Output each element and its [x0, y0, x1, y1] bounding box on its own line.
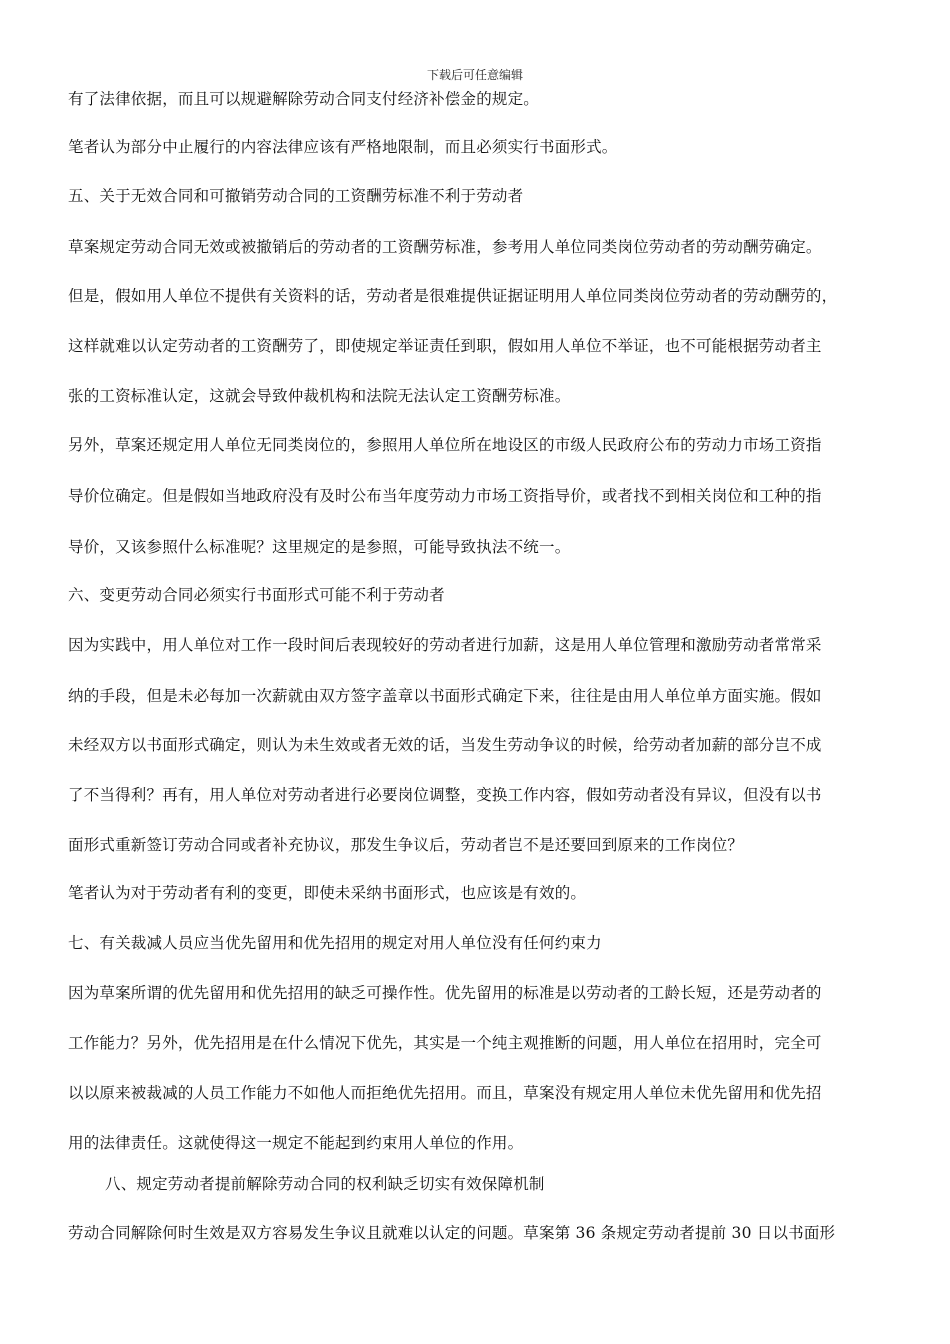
text-line: 有了法律依据，而且可以规避解除劳动合同支付经济补偿金的规定。 — [68, 90, 540, 108]
text-line: 以以原来被裁减的人员工作能力不如他人而拒绝优先招用。而且，草案没有规定用人单位未优先留用和优先招 — [68, 1084, 822, 1102]
text-line: 因为实践中，用人单位对工作一段时间后表现较好的劳动者进行加薪，这是用人单位管理和激励劳动者常常采 — [68, 636, 822, 654]
text-line: 因为草案所谓的优先留用和优先招用的缺乏可操作性。优先留用的标准是以劳动者的工龄长短，还是劳动者的 — [68, 984, 822, 1002]
text-line: 但是，假如用人单位不提供有关资料的话，劳动者是很难提供证据证明用人单位同类岗位劳动者的劳动酬劳的， — [68, 287, 838, 305]
section-heading: 五、关于无效合同和可撤销劳动合同的工资酬劳标准不利于劳动者 — [68, 187, 524, 205]
section-heading: 八、规定劳动者提前解除劳动合同的权利缺乏切实有效保障机制 — [105, 1175, 545, 1193]
page-header: 下载后可任意编辑 — [426, 68, 523, 82]
text-line: 笔者认为对于劳动者有利的变更，即使未采纳书面形式，也应该是有效的。 — [68, 884, 587, 902]
section-heading: 七、有关裁减人员应当优先留用和优先招用的规定对用人单位没有任何约束力 — [68, 934, 602, 952]
text-line: 未经双方以书面形式确定，则认为未生效或者无效的话，当发生劳动争议的时候，给劳动者加薪的部分岂不成 — [68, 736, 822, 754]
text-line: 用的法律责任。这就使得这一规定不能起到约束用人单位的作用。 — [68, 1134, 524, 1152]
section-heading: 六、变更劳动合同必须实行书面形式可能不利于劳动者 — [68, 586, 445, 604]
text-line: 导价位确定。但是假如当地政府没有及时公布当年度劳动力市场工资指导价，或者找不到相关岗位和工种的指 — [68, 487, 822, 505]
text-line: 另外，草案还规定用人单位无同类岗位的，参照用人单位所在地设区的市级人民政府公布的劳动力市场工资指 — [68, 436, 822, 454]
text-line: 导价，又该参照什么标准呢？这里规定的是参照，可能导致执法不统一。 — [68, 538, 571, 556]
text-line: 草案规定劳动合同无效或被撤销后的劳动者的工资酬劳标准，参考用人单位同类岗位劳动者的劳动酬劳确定。 — [68, 238, 822, 256]
text-line: 了不当得利？再有，用人单位对劳动者进行必要岗位调整，变换工作内容，假如劳动者没有异议，但没有以书 — [68, 786, 822, 804]
text-line: 笔者认为部分中止履行的内容法律应该有严格地限制，而且必须实行书面形式。 — [68, 138, 618, 156]
text-line: 工作能力？另外，优先招用是在什么情况下优先，其实是一个纯主观推断的问题，用人单位在招用时，完全可 — [68, 1034, 822, 1052]
text-line: 张的工资标准认定，这就会导致仲裁机构和法院无法认定工资酬劳标准。 — [68, 387, 571, 405]
text-line: 纳的手段，但是未必每加一次薪就由双方签字盖章以书面形式确定下来，往往是由用人单位单方面实施。假如 — [68, 687, 822, 705]
text-line: 这样就难以认定劳动者的工资酬劳了，即使规定举证责任到职，假如用人单位不举证，也不可能根据劳动者主 — [68, 337, 822, 355]
text-line: 面形式重新签订劳动合同或者补充协议，那发生争议后，劳动者岂不是还要回到原来的工作岗位？ — [68, 836, 744, 854]
text-line: 劳动合同解除何时生效是双方容易发生争议且就难以认定的问题。草案第 36 条规定劳动者提前 30 日以书面形 — [68, 1224, 836, 1242]
